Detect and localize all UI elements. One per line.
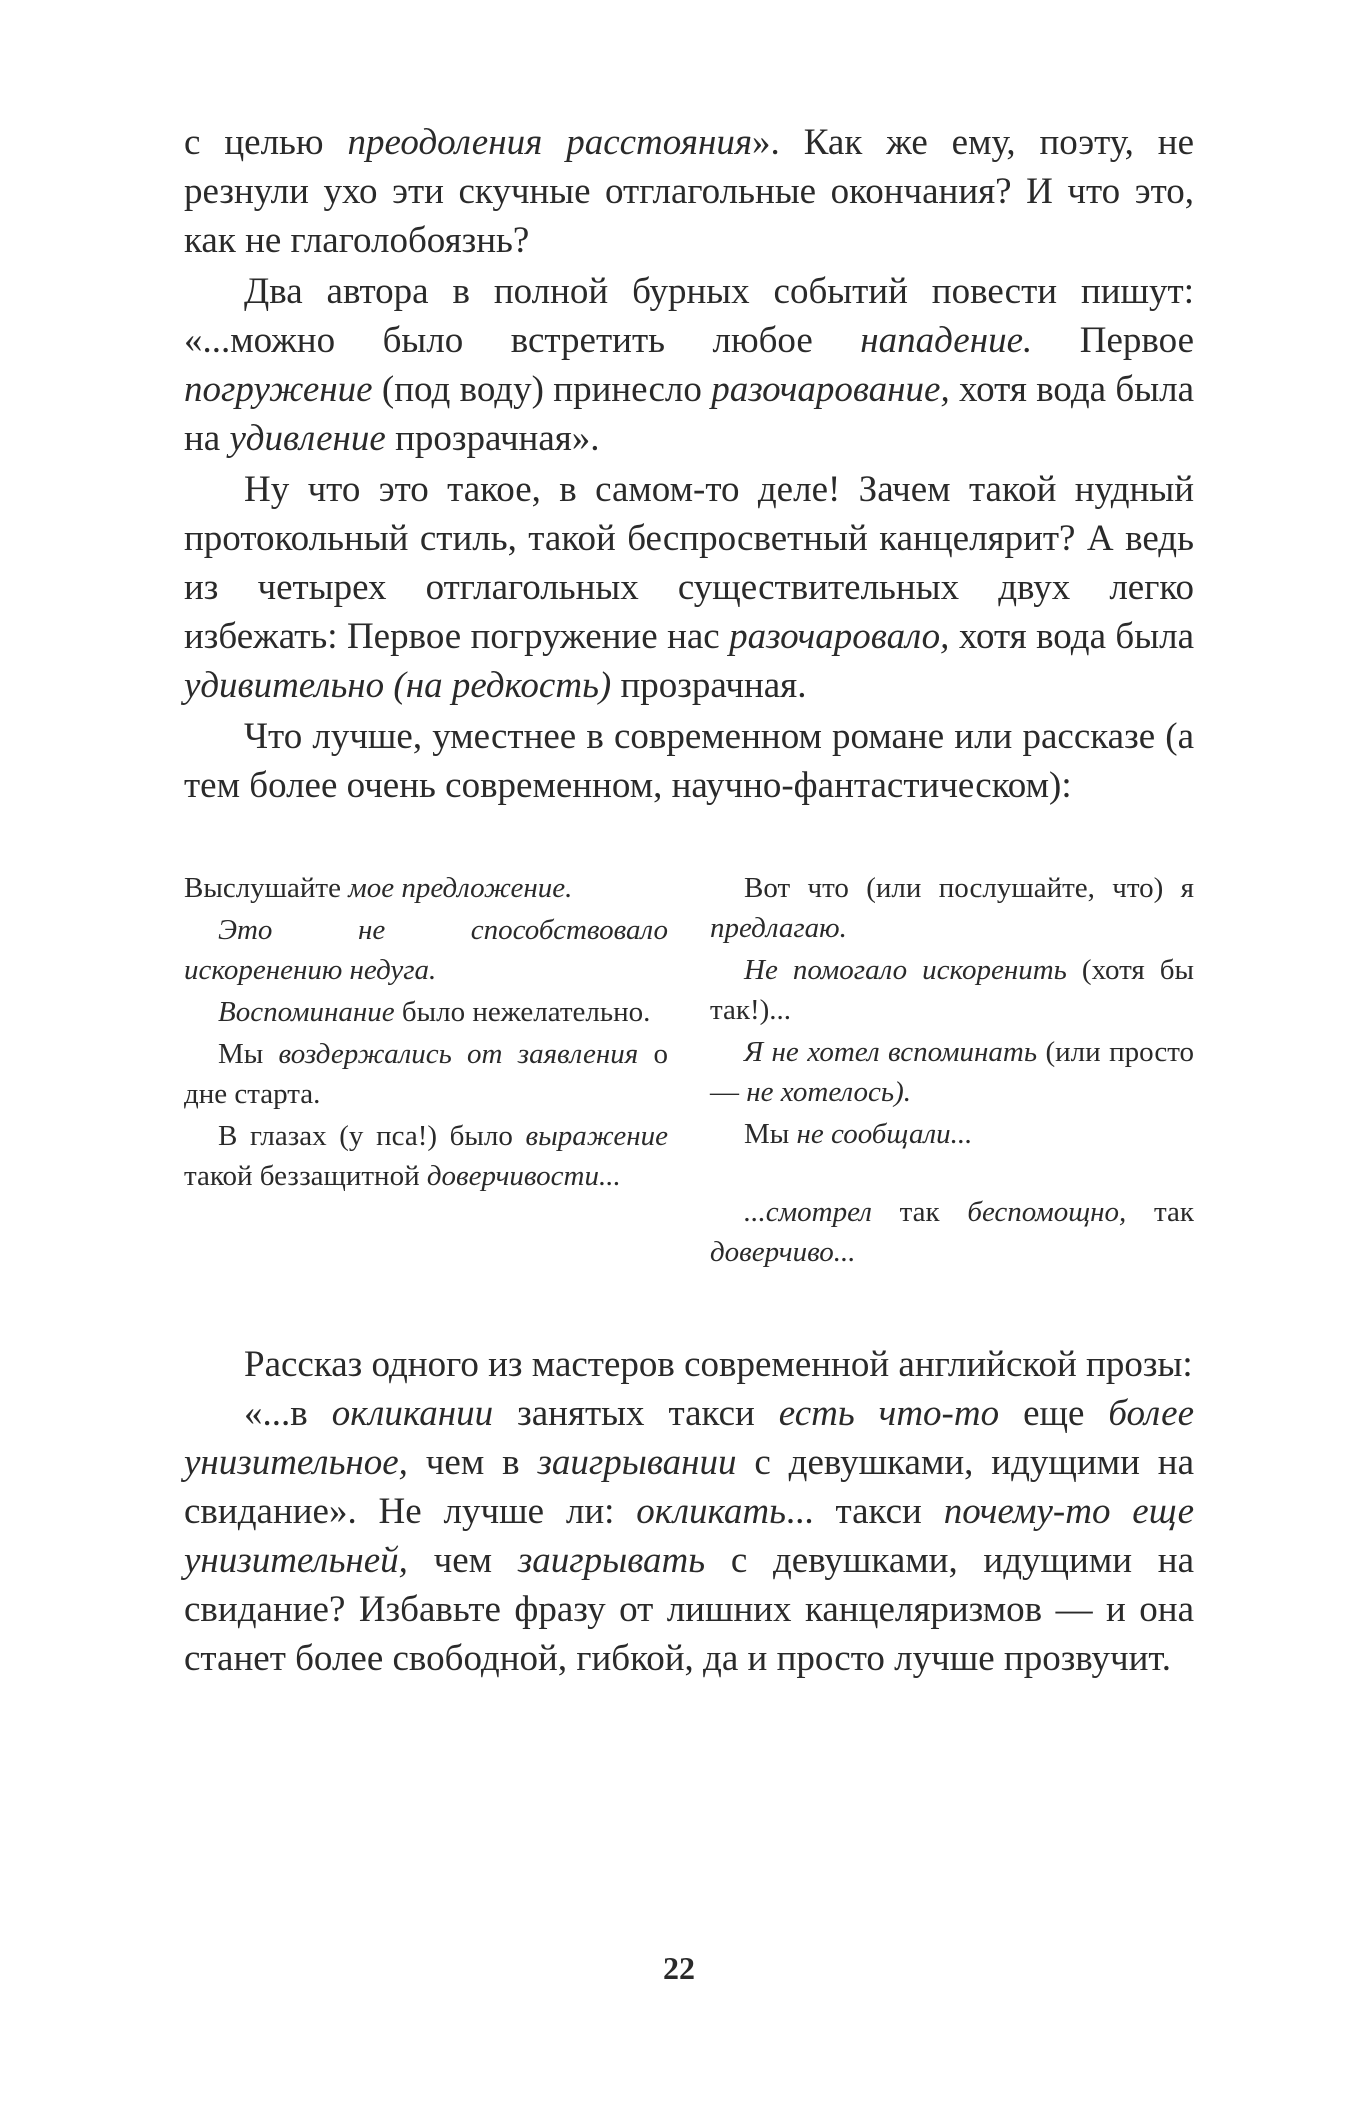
right-example-2: Не помогало искоренить (хотя бы так!)... bbox=[710, 954, 1194, 1026]
right-example-5: ...смотрел так беспомощно, так доверчиво... bbox=[710, 1196, 1194, 1268]
left-example-2: Это не способствовало искоренению недуга. bbox=[184, 914, 668, 986]
paragraph-3: Ну что это такое, в самом-то деле! Зачем такой нудный протокольный стиль, такой беспросветный канцелярит? А ведь из четырех отглагольных существительных двух легко избежать: Первое погружение нас разочаровало, хотя вода была удивительно (на редкость) прозрачная. bbox=[184, 469, 1194, 706]
page-body bbox=[184, 118, 1194, 2038]
right-example-1: Вот что (или послушайте, что) я предлагаю. bbox=[710, 872, 1194, 944]
paragraph-6: «...в окликании занятых такси есть что-то еще более унизительное, чем в заигрывании с девушками, идущими на свидание». Не лучше ли: окликать... такси почему-то еще унизительней, чем заигрывать с девушками, идущими на свидание? Избавьте фразу от лишних канцеляризмов — и она станет более свободной, гибкой, да и просто лучше прозвучит. bbox=[184, 1393, 1195, 1679]
left-example-4: Мы воздержались от заявления о дне старта. bbox=[184, 1038, 669, 1110]
left-example-5: В глазах (у пса!) было выражение такой беззащитной доверчивости... bbox=[184, 1120, 668, 1192]
paragraph-2: Два автора в полной бурных событий повести пишут: «...можно было встретить любое нападение. Первое погружение (под воду) принесло разочарование, хотя вода была на удивление прозрачная». bbox=[184, 271, 1194, 459]
paragraph-5: Рассказ одного из мастеров современной английской прозы: bbox=[244, 1344, 1193, 1385]
right-column bbox=[710, 868, 1194, 1274]
right-example-4: Мы не сообщали... bbox=[744, 1118, 973, 1150]
paragraph-4: Что лучше, уместнее в современном романе или рассказе (а тем более очень современном, научно-фантастическом): bbox=[184, 716, 1194, 806]
page-number: 22 bbox=[663, 1950, 695, 1986]
left-example-1: Выслушайте мое предложение. bbox=[184, 872, 573, 904]
left-example-3: Воспоминание было нежелательно. bbox=[218, 996, 651, 1028]
left-column bbox=[184, 868, 668, 1274]
right-example-3: Я не хотел вспоминать (или просто — не хотелось). bbox=[710, 1036, 1195, 1108]
paragraph-1: с целью преодоления расстояния». Как же ему, поэту, не резнули ухо эти скучные отглагольные окончания? И что это, как не глаголобоязнь? bbox=[184, 122, 1195, 261]
comparison-columns bbox=[184, 868, 1194, 1274]
